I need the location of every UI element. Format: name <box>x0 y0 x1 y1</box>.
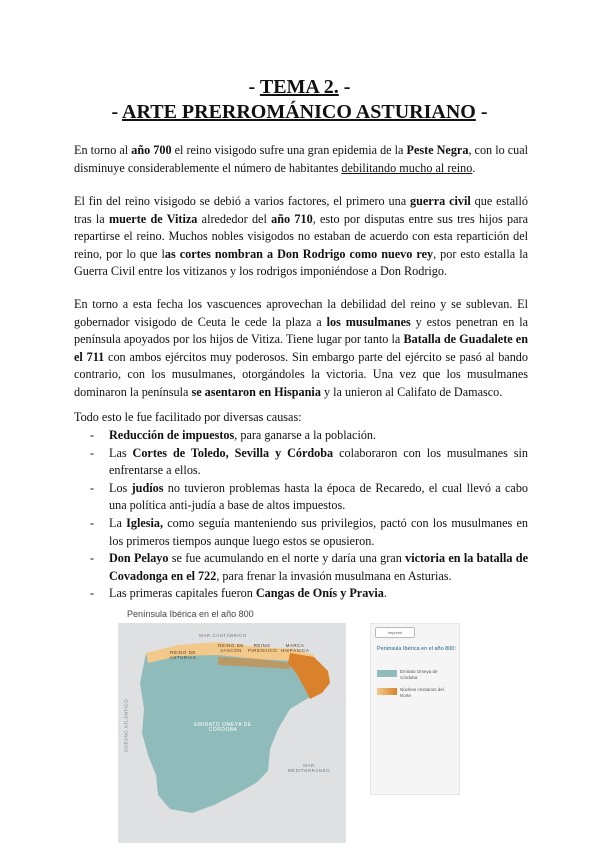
label-mar-mediterraneo: MAR MEDITERRÁNEO <box>287 763 331 773</box>
paragraph-3 <box>74 296 528 402</box>
topic-number: TEMA 2. <box>259 76 339 98</box>
legend-swatch-emirate <box>377 670 397 677</box>
bold-run: Peste Negra <box>406 143 469 157</box>
bold-run: as cortes nombran a Don Rodrigo como nuevo rey <box>164 246 434 261</box>
paragraph-2 <box>74 193 528 281</box>
text-run: El fin del reino visigodo se debió a varios factores, el primero una <box>74 194 411 208</box>
bold-run: Reducción de impuestos <box>109 428 235 442</box>
text-run: con ambos ejércitos muy poderosos. Sin embargo parte del ejército se pasó al bando contrario, con los musulmanes, otorgándoles la victoria. Una vez que los musulmanes dominaron la península <box>74 349 528 399</box>
text-run: Las primeras capitales fueron <box>109 586 256 601</box>
bold-run: Don Pelayo <box>109 551 169 566</box>
text-run: En torno a esta fecha los vascuences aprovechan la debilidad del reino y se sublevan. El gobernador visigodo de Ceuta le cede la plaza a <box>74 297 528 329</box>
bold-run: victoria en la batalla de Covadonga en el 722 <box>109 551 528 583</box>
bold-run: muerte de Vitiza <box>108 211 198 226</box>
list-item <box>74 585 528 603</box>
list-dash: - <box>90 586 95 601</box>
legend-swatch-north <box>377 688 397 695</box>
list-item <box>74 480 528 515</box>
text-run: y estos penetran en la península apoyados por los hijos de Vitiza. Tiene lugar por tanto la <box>74 314 528 347</box>
label-mar-cantabrico: MAR CANTÁBRICO <box>199 633 247 638</box>
topic-title: ARTE PRERROMÁNICO ASTURIANO <box>122 101 476 123</box>
legend-label-north: Núcleos cristianos del Norte <box>400 687 444 698</box>
text-run: , esto por disputas entre sus tres hijos para repartirse el reino. Muchos nobles visigodos no estaban de acuerdo con esta repartición del reino, por lo que l <box>74 211 528 261</box>
list-item <box>74 550 528 585</box>
bold-run: Cortes de Toledo, Sevilla y Córdoba <box>132 445 334 460</box>
print-button[interactable]: Imprimir <box>375 627 415 638</box>
heading-line-1 <box>0 75 599 99</box>
bold-run: los musulmanes <box>326 314 411 329</box>
text-run: , para frenar la invasión musulmana en Asturias. <box>216 568 452 583</box>
legend-label-emirate: Emirato Omeya de Córdoba <box>400 669 438 680</box>
bold-run: año 710 <box>271 211 313 226</box>
list-item <box>74 427 528 445</box>
bold-run: Iglesia, <box>126 515 164 530</box>
label-reino-asturias: REINO DE ASTURIAS <box>169 650 197 660</box>
list-item <box>74 515 528 550</box>
text-run: se fue acumulando en el norte y daría una gran <box>168 551 406 566</box>
text-run: , para ganarse a la población. <box>234 428 377 442</box>
text-run: no tuvieron problemas hasta la época de Recaredo, el cual llevó a cabo una política anti-judía a base de altos impuestos. <box>109 480 529 513</box>
map-figure <box>118 607 464 844</box>
map-title: Península Ibérica en el año 800 <box>127 609 254 619</box>
text-run: que estalló tras la <box>74 194 528 226</box>
list-dash: - <box>90 480 95 495</box>
bold-run: guerra civil <box>410 194 471 208</box>
bold-run: año 700 <box>131 143 172 157</box>
text-run: y la unieron al Califato de Damasco. <box>320 384 503 399</box>
text-run: , por esto estalla la Guerra Civil entre los vitizanos y los rodrigos imponiéndose a Don Rodrigo. <box>74 246 528 279</box>
label-reino-vascon: REINO DE VASCÓN <box>218 643 244 653</box>
text-run: , con lo cual disminuye considerablemente el número de habitantes <box>74 143 529 175</box>
list-dash: - <box>90 515 95 530</box>
paragraph-1 <box>74 142 528 177</box>
iberian-peninsula-map <box>118 623 346 843</box>
text-run: En torno al <box>74 143 132 157</box>
heading-dash: - <box>248 76 260 98</box>
causes-list <box>74 427 528 603</box>
text-run: alrededor del <box>197 211 272 226</box>
label-marca-hispanica: MARCA HISPÁNICA <box>280 643 310 653</box>
label-emirato-omeya: EMIRATO OMEYA DE CÓRDOBA <box>194 722 252 733</box>
text-run: . <box>472 160 476 175</box>
bold-run: Cangas de Onís y Pravia <box>255 586 384 601</box>
paragraph-4 <box>74 409 528 427</box>
text-run: como seguía manteniendo sus privilegios, pactó con los musulmanes en los primeros tiempos aunque luego estos se opusieron. <box>109 515 528 548</box>
text-run: el reino visigodo sufre una gran epidemia de la <box>171 143 407 157</box>
label-reino-pirenaico: REINO PIRENAICO <box>248 643 278 653</box>
text-run: colaboraron con los musulmanes sin enfrentarse a ellos. <box>109 445 528 478</box>
heading-dash: - <box>338 76 351 98</box>
heading-dash: - <box>111 101 123 123</box>
heading-dash: - <box>475 101 488 123</box>
list-dash: - <box>90 551 95 566</box>
bold-run: judíos <box>131 480 164 495</box>
heading-line-2 <box>0 100 599 124</box>
map-graphic <box>118 623 346 843</box>
legend-title: Península Ibérica en el año 800: <box>377 646 456 652</box>
underlined-run: debilitando mucho al reino <box>341 160 473 175</box>
text-run: La <box>109 515 127 530</box>
label-oceano-atlantico: OCÉANO ATLÁNTICO <box>123 698 129 753</box>
text-run: . <box>383 586 387 601</box>
text-run: Todo esto le fue facilitado por diversas causas: <box>74 410 302 424</box>
text-run: Las <box>109 445 133 460</box>
list-item <box>74 445 528 480</box>
list-dash: - <box>90 428 95 442</box>
list-dash: - <box>90 445 95 460</box>
map-legend <box>370 623 460 795</box>
text-run: Los <box>109 480 132 495</box>
bold-run: Batalla de Guadalete en el 711 <box>74 332 528 364</box>
bold-run: se asentaron en Hispania <box>191 384 321 399</box>
